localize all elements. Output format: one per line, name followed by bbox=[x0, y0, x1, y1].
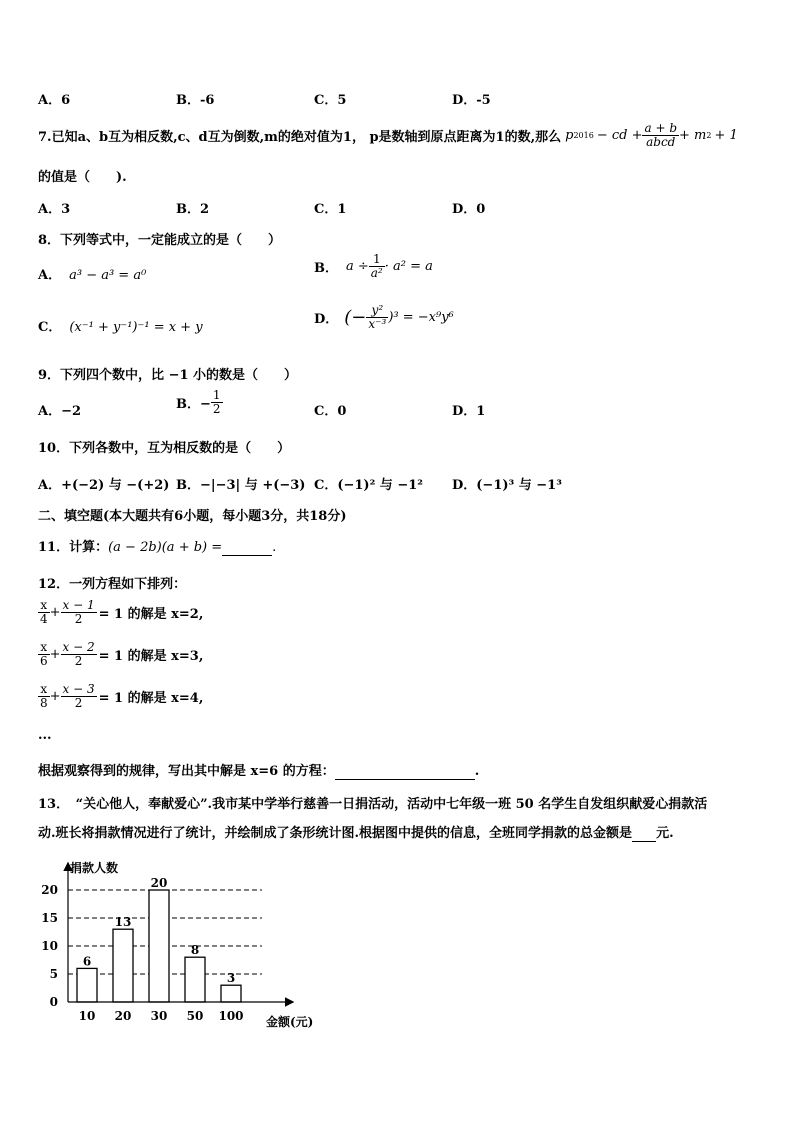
bar bbox=[77, 968, 97, 1002]
q12-row2-n2: x − 2 bbox=[62, 640, 95, 654]
donation-bar-chart bbox=[30, 850, 340, 1030]
q7-expr-left: p bbox=[565, 128, 574, 144]
q12-row-3: $\frac{x}{8}$ + $\frac{x - 3}{2}$ = 1 的解是 x=4, bbox=[40, 682, 204, 711]
q8-d-frac-den: x⁻³ bbox=[368, 317, 387, 332]
bar-data-label: 3 bbox=[226, 971, 236, 986]
y-tick-label: 15 bbox=[41, 911, 58, 925]
q11-label: 11．计算： bbox=[38, 540, 109, 555]
bar bbox=[185, 957, 205, 1002]
q12-row1-n2: x − 1 bbox=[62, 598, 95, 612]
q12-row2-n1: x bbox=[38, 641, 50, 655]
q8-b-fraction bbox=[369, 253, 385, 280]
q10-option-c: C．(−1)² 与 −1² bbox=[314, 478, 423, 493]
y-axis-label: 捐款人数 bbox=[70, 861, 119, 875]
q12-row-1: $\frac{x}{4}$ + $\frac{x - 1}{2}$ = 1 的解是 x=2, bbox=[40, 598, 204, 627]
q7-option-d: D．0 bbox=[452, 202, 486, 217]
q12-blank[interactable] bbox=[335, 764, 475, 780]
y-tick-label: 20 bbox=[41, 883, 58, 897]
x-axis-label: 金额(元) bbox=[266, 1015, 314, 1029]
q7-expr-tail: + 1 bbox=[714, 128, 738, 144]
q12-row1-tail: = 1 的解是 x=2, bbox=[98, 607, 204, 623]
q12-row3-d2: 2 bbox=[74, 696, 83, 711]
q8-d-frac-num: y² bbox=[366, 304, 388, 318]
q7-fraction bbox=[642, 122, 679, 149]
y-tick-label: 5 bbox=[49, 967, 58, 981]
q10-stem: 10．下列各数中，互为相反数的是（ ） bbox=[38, 441, 291, 456]
q12-row1-d2: 2 bbox=[74, 612, 83, 627]
x-tick-label: 100 bbox=[218, 1009, 244, 1023]
q12-row1-d1: 4 bbox=[40, 612, 48, 627]
q6-option-c: C．5 bbox=[314, 93, 347, 108]
q13-line2 bbox=[38, 822, 674, 842]
q8-c-expr: (x⁻¹ + y⁻¹)⁻¹ = x + y bbox=[69, 320, 203, 335]
q8-option-a bbox=[38, 264, 146, 283]
q7-line2: 的值是（ ). bbox=[38, 170, 127, 185]
q8-d-expr-left: (− bbox=[344, 307, 367, 329]
q9-option-b bbox=[176, 389, 223, 416]
q8-d-label: D． bbox=[314, 312, 339, 328]
q12-row1-n1: x bbox=[38, 599, 50, 613]
q8-c-label: C． bbox=[38, 320, 62, 335]
q12-ask bbox=[38, 760, 479, 780]
q9-option-d: D．1 bbox=[452, 404, 486, 419]
y-tick-label: 10 bbox=[41, 939, 58, 953]
q9-b-den: 2 bbox=[212, 402, 221, 417]
q7-option-c: C．1 bbox=[314, 202, 347, 217]
q6-option-b: B．-6 bbox=[176, 93, 215, 108]
q11-tail: . bbox=[272, 540, 277, 555]
q7-option-a: A．3 bbox=[38, 202, 71, 217]
q12-row3-n1: x bbox=[38, 683, 50, 697]
bar-data-label: 8 bbox=[190, 943, 200, 958]
q7-expr-right: + m bbox=[679, 128, 707, 144]
q12-row2-d2: 2 bbox=[74, 654, 83, 669]
bar-data-label: 6 bbox=[82, 954, 92, 969]
q13-line1: 13． “关心他人，奉献爱心”.我市某中学举行慈善一日捐活动，活动中七年级一班 50 名学生自发组织献爱心捐款活 bbox=[38, 797, 708, 812]
q9-b-num: 1 bbox=[212, 388, 221, 402]
q8-a-label: A． bbox=[38, 268, 62, 283]
q8-b-frac-den: a² bbox=[370, 266, 383, 281]
q7-stem: 7.已知a、b互为相反数,c、d互为倒数,m的绝对值为1， p是数轴到原点距离为1的数,那么 bbox=[38, 130, 562, 146]
q7-option-b: B．2 bbox=[176, 202, 210, 217]
x-tick-label: 30 bbox=[150, 1009, 168, 1023]
q7-stem-line: 7.已知a、b互为相反数,c、d互为倒数,m的绝对值为1， p是数轴到原点距离为1的数,那么 p 2016 − cd + $\frac{a + b}{\text{abcd}}$ + m 2 + 1 bbox=[38, 121, 738, 150]
q12-row2-tail: = 1 的解是 x=3, bbox=[98, 649, 204, 665]
q6-option-a: A．6 bbox=[38, 93, 71, 108]
q13-line2-tail: 元. bbox=[656, 826, 674, 841]
q8-stem: 8．下列等式中，一定能成立的是（ ） bbox=[38, 233, 282, 248]
q9-option-c: C．0 bbox=[314, 404, 347, 419]
q8-a-expr: a³ − a³ = a⁰ bbox=[69, 268, 147, 283]
q7-frac-num: a + b bbox=[644, 121, 678, 135]
q12-ellipsis: ... bbox=[38, 728, 52, 743]
q10-option-a: A．+(−2) 与 −(+2) bbox=[38, 478, 170, 493]
q8-b-label: B． bbox=[314, 261, 338, 277]
q12-ask-text: 根据观察得到的规律，写出其中解是 x=6 的方程： bbox=[38, 764, 335, 779]
q8-b-expr-left: a ÷ bbox=[346, 259, 369, 275]
q7-expr-exp: 2016 bbox=[573, 131, 594, 141]
q12-stem: 12．一列方程如下排列： bbox=[38, 577, 187, 592]
q9-stem: 9．下列四个数中，比 −1 小的数是（ ） bbox=[38, 368, 298, 383]
q6-option-d: D．-5 bbox=[452, 93, 491, 108]
q13-line2-text: 动.班长将捐款情况进行了统计，并绘制成了条形统计图.根据图中提供的信息，全班同学捐款的总金额是 bbox=[38, 826, 633, 841]
q12-row3-n2: x − 3 bbox=[62, 682, 95, 696]
x-tick-label: 20 bbox=[114, 1009, 132, 1023]
q11 bbox=[38, 536, 276, 556]
x-tick-label: 10 bbox=[78, 1009, 96, 1023]
bar bbox=[149, 890, 169, 1002]
q7-frac-den: abcd bbox=[646, 135, 676, 150]
q13-blank[interactable] bbox=[632, 826, 656, 842]
bar-data-label: 20 bbox=[150, 876, 168, 890]
q7-expr-mid: − cd + bbox=[596, 128, 643, 144]
q12-row-2: $\frac{x}{6}$ + $\frac{x - 2}{2}$ = 1 的解是 x=3, bbox=[40, 640, 204, 669]
q8-d-expr-right: )³ = −x⁹y⁶ bbox=[388, 310, 454, 326]
q11-blank[interactable] bbox=[222, 540, 272, 556]
x-tick-label: 50 bbox=[186, 1009, 204, 1023]
bar bbox=[221, 985, 241, 1002]
bar bbox=[113, 929, 133, 1002]
q12-row3-tail: = 1 的解是 x=4, bbox=[98, 691, 204, 707]
section2-heading: 二、填空题(本大题共有6小题，每小题3分，共18分) bbox=[38, 509, 347, 524]
q8-option-b bbox=[314, 253, 433, 280]
q11-expr: (a − 2b)(a + b) = bbox=[108, 540, 223, 555]
q9-b-label: B．− bbox=[176, 397, 211, 413]
q9-b-fraction bbox=[211, 389, 223, 416]
q8-b-frac-num: 1 bbox=[369, 253, 385, 267]
q9-option-a: A．−2 bbox=[38, 404, 82, 419]
y-tick-label: 0 bbox=[49, 995, 58, 1009]
q8-d-fraction bbox=[366, 304, 388, 331]
bar-data-label: 13 bbox=[114, 915, 132, 930]
q12-row3-d1: 8 bbox=[40, 696, 48, 711]
q10-option-d: D．(−1)³ 与 −1³ bbox=[452, 478, 562, 493]
q12-row2-d1: 6 bbox=[40, 654, 48, 669]
q12-ask-tail: . bbox=[474, 764, 480, 779]
q10-option-b: B．−|−3| 与 +(−3) bbox=[176, 478, 306, 493]
q8-b-expr-right: · a² = a bbox=[384, 259, 433, 275]
q8-option-d bbox=[314, 304, 454, 331]
q8-option-c bbox=[38, 316, 203, 335]
